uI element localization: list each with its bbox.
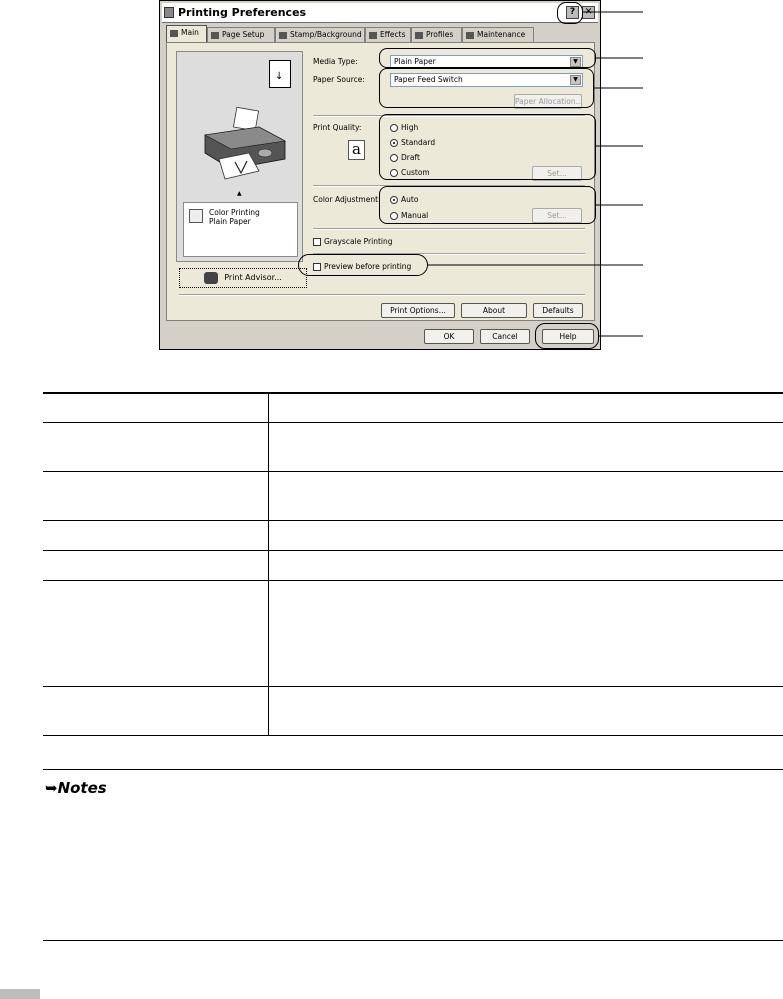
checkbox-label: Grayscale Printing xyxy=(324,237,393,246)
tab-label: Page Setup xyxy=(222,30,265,39)
notes-top-rule xyxy=(43,769,783,770)
about-button[interactable]: About xyxy=(461,303,527,318)
quality-letter-icon: a xyxy=(348,140,365,160)
help-button[interactable]: Help xyxy=(542,329,594,344)
table-row-rule xyxy=(43,686,783,687)
color-adjustment-label: Color Adjustment: xyxy=(313,195,381,204)
media-type-label: Media Type: xyxy=(313,57,358,66)
tab-label: Maintenance xyxy=(477,30,526,39)
chevron-down-icon: ▼ xyxy=(570,57,581,67)
color-set-button[interactable]: Set... xyxy=(532,208,582,223)
select-value: Plain Paper xyxy=(394,57,436,66)
notes-bottom-rule xyxy=(43,940,783,941)
notes-heading xyxy=(45,779,107,797)
tab-label: Stamp/Background xyxy=(290,30,362,39)
dialog-title: Printing Preferences xyxy=(178,6,307,19)
print-options-button[interactable]: Print Options... xyxy=(381,303,455,318)
paper-allocation-button[interactable]: Paper Allocation... xyxy=(514,94,582,109)
caption-media: Plain Paper xyxy=(209,217,251,226)
tab-label: Profiles xyxy=(426,30,454,39)
caption-color: Color Printing xyxy=(209,208,260,217)
page-edge-tab xyxy=(0,989,40,999)
cancel-button[interactable]: Cancel xyxy=(480,329,530,344)
radio-label: Standard xyxy=(401,138,436,147)
leader-lines xyxy=(0,0,783,360)
tab-label: Main xyxy=(181,28,199,37)
table-row-rule xyxy=(43,735,783,736)
table-row-rule xyxy=(43,422,783,423)
select-value: Paper Feed Switch xyxy=(394,75,463,84)
radio-label: Draft xyxy=(401,153,420,162)
expand-arrow-icon: ▲ xyxy=(237,190,242,197)
print-quality-label: Print Quality: xyxy=(313,123,362,132)
table-column-divider xyxy=(268,392,269,736)
tab-label: Effects xyxy=(380,30,406,39)
radio-label: Auto xyxy=(401,195,419,204)
paper-source-label: Paper Source: xyxy=(313,75,365,84)
help-title-button[interactable]: ? xyxy=(566,6,579,19)
quality-set-button[interactable]: Set... xyxy=(532,166,582,181)
notes-title-text: Notes xyxy=(57,779,107,797)
table-row-rule xyxy=(43,580,783,581)
defaults-button[interactable]: Defaults xyxy=(533,303,583,318)
table-row-rule xyxy=(43,471,783,472)
radio-label: Manual xyxy=(401,211,429,220)
table-row-rule xyxy=(43,550,783,551)
button-label: Print Advisor... xyxy=(224,273,282,282)
notes-arrow-icon: ➥ xyxy=(45,779,58,797)
chevron-down-icon: ▼ xyxy=(570,75,581,85)
close-icon[interactable]: ✕ xyxy=(582,6,595,19)
table-row-rule xyxy=(43,520,783,521)
table-top-rule xyxy=(43,392,783,394)
ok-button[interactable]: OK xyxy=(424,329,474,344)
radio-label: High xyxy=(401,123,419,132)
checkbox-label: Preview before printing xyxy=(324,262,412,271)
radio-label: Custom xyxy=(401,168,430,177)
